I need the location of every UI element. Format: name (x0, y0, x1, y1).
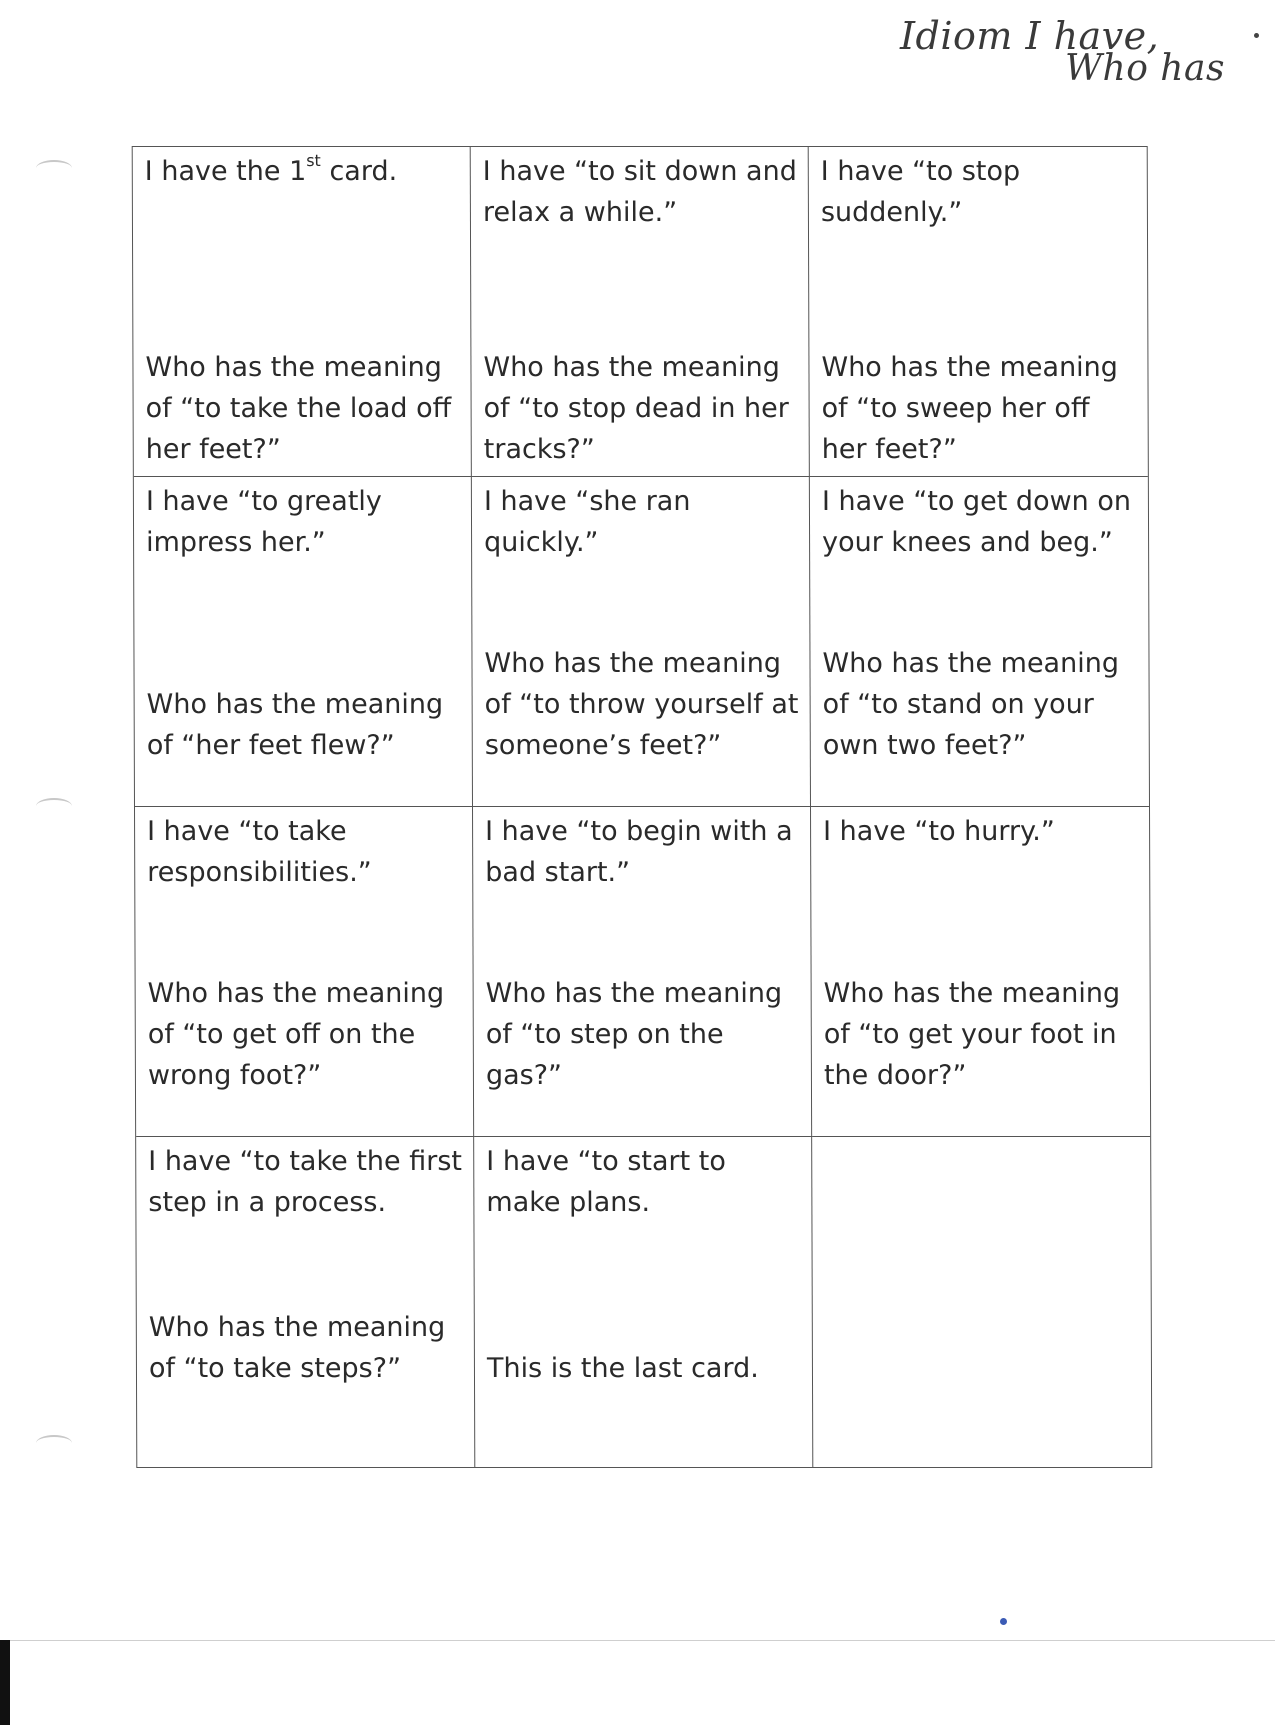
card-7 (135, 807, 474, 1137)
hole-punch-mark (36, 798, 72, 814)
speck-mark (1254, 33, 1259, 38)
card-10 (136, 1137, 475, 1467)
card-3 (809, 147, 1148, 477)
card-who-has-text: Who has the meaning of “to step on the gas?” (485, 978, 783, 1091)
card-who-has-text: Who has the meaning of “to sweep her off her feet?” (821, 352, 1118, 465)
card-have-text: I have “to get down on your knees and beg.” (821, 486, 1132, 558)
scan-edge-bar (0, 1640, 10, 1725)
card-have-text: I have “to hurry.” (823, 816, 1055, 847)
card-4 (134, 477, 473, 807)
ink-dot-mark (1000, 1618, 1007, 1625)
hole-punch-mark (36, 160, 72, 176)
handwritten-line-1: Idiom I have, (900, 14, 1160, 58)
card-have-text: I have “to take the first step in a process. (148, 1146, 463, 1218)
card-who-has-text: Who has the meaning of “to stand on your own two feet?” (822, 648, 1119, 761)
card-8 (473, 807, 812, 1137)
card-have-text: I have “to take responsibilities.” (147, 816, 372, 888)
hole-punch-mark (36, 1435, 72, 1451)
card-who-has-text: Who has the meaning of “to take the load off her feet?” (145, 352, 452, 465)
card-who-has-text: Who has the meaning of “her feet flew?” (146, 689, 444, 761)
card-1 (133, 147, 472, 477)
card-have-text: I have “to sit down and relax a while.” (482, 156, 797, 228)
card-have-text: I have “she ran quickly.” (483, 486, 691, 558)
card-have-text: I have the 1st card. (144, 151, 398, 187)
scan-edge-line (10, 1640, 1275, 1641)
card-who-has-text: Who has the meaning of “to get your foot in the door?” (823, 978, 1121, 1091)
card-who-has-text: Who has the meaning of “to take steps?” (148, 1312, 446, 1384)
card-have-text: I have “to stop suddenly.” (820, 156, 1021, 228)
card-have-text: I have “to start to make plans. (486, 1146, 726, 1218)
card-5 (472, 477, 811, 807)
card-9 (811, 807, 1150, 1137)
idiom-card-grid (132, 146, 1153, 1468)
card-who-has-text: Who has the meaning of “to stop dead in her tracks?” (483, 352, 789, 465)
card-have-text: I have “to begin with a bad start.” (485, 816, 793, 888)
card-who-has-text: Who has the meaning of “to get off on the wrong foot?” (147, 978, 445, 1091)
card-6 (810, 477, 1149, 807)
card-11 (474, 1137, 813, 1467)
card-2 (471, 147, 810, 477)
handwritten-line-2: Who has (1065, 48, 1225, 89)
card-12-empty (812, 1137, 1151, 1467)
card-have-text: I have “to greatly impress her.” (145, 486, 382, 558)
card-last-text: This is the last card. (486, 1353, 759, 1384)
card-who-has-text: Who has the meaning of “to throw yourself at someone’s feet?” (484, 648, 799, 761)
handwritten-title-note (900, 12, 1230, 92)
